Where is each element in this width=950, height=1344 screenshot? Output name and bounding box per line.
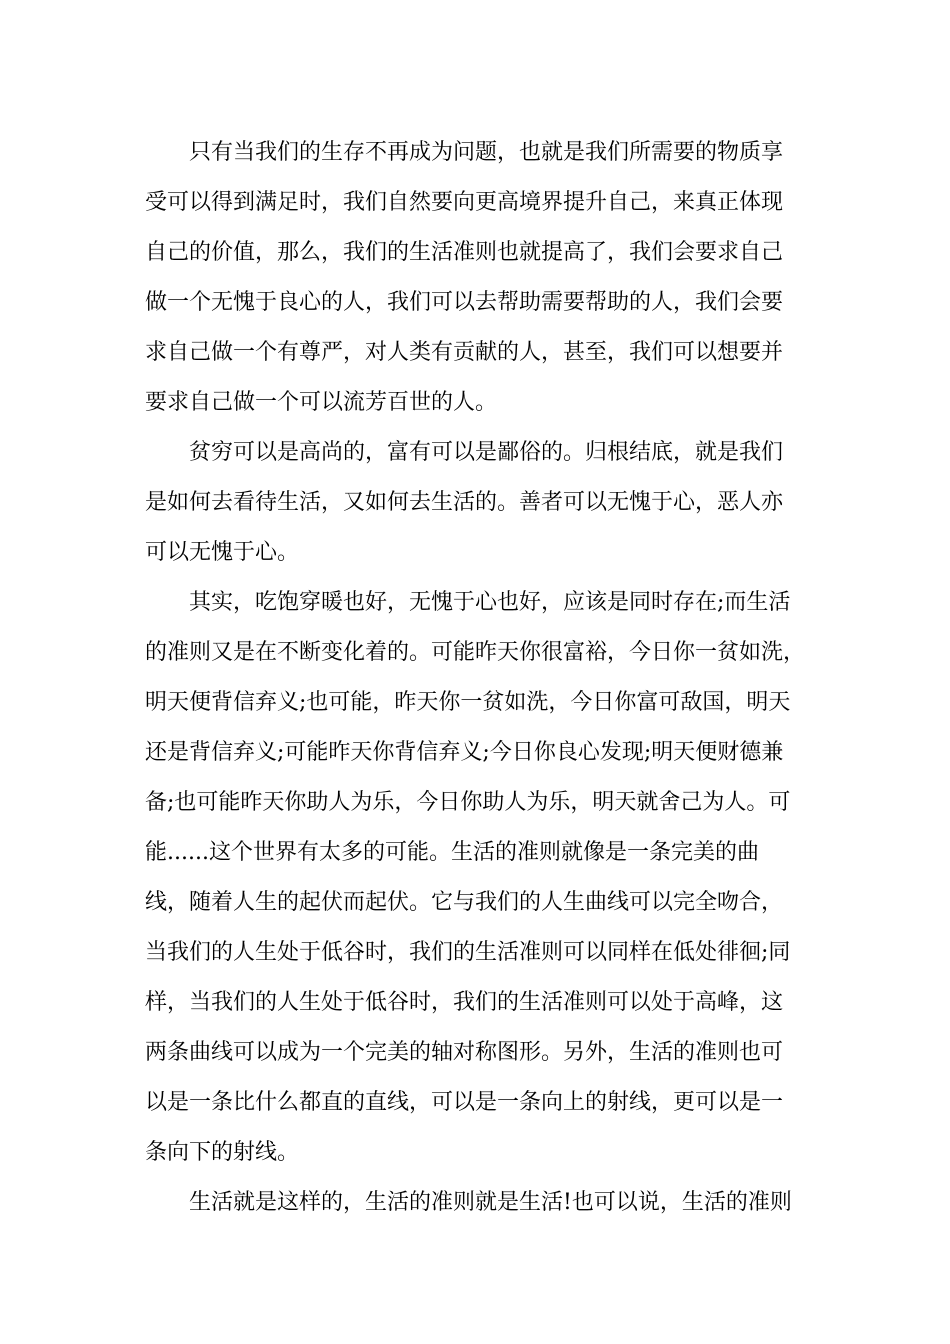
paragraph-1 [145, 128, 825, 428]
paragraph-line: 两条曲线可以成为一个完美的轴对称图形。另外，生活的准则也可 [145, 1040, 784, 1065]
paragraph-line: 条向下的射线。 [145, 1140, 300, 1165]
paragraph-2 [145, 428, 825, 578]
paragraph-line: 线，随着人生的起伏而起伏。它与我们的人生曲线可以完全吻合， [145, 890, 784, 915]
paragraph-line: 做一个无愧于良心的人，我们可以去帮助需要帮助的人，我们会要 [145, 290, 784, 315]
paragraph-line: 是如何去看待生活，又如何去生活的。善者可以无愧于心，恶人亦 [145, 490, 784, 515]
paragraph-line: 还是背信弃义;可能昨天你背信弃义;今日你良心发现;明天便财德兼 [145, 740, 784, 765]
paragraph-line: 样，当我们的人生处于低谷时，我们的生活准则可以处于高峰，这 [145, 990, 784, 1015]
paragraph-line: 的准则又是在不断变化着的。可能昨天你很富裕，今日你一贫如洗， [145, 640, 806, 665]
paragraph-line: 明天便背信弃义;也可能，昨天你一贫如洗，今日你富可敌国，明天 [145, 690, 791, 715]
paragraph-line: 能......这个世界有太多的可能。生活的准则就像是一条完美的曲 [145, 840, 759, 865]
paragraph-line: 只有当我们的生存不再成为问题，也就是我们所需要的物质享 [189, 140, 784, 165]
paragraph-line: 贫穷可以是高尚的，富有可以是鄙俗的。归根结底，就是我们 [189, 440, 784, 465]
paragraph-line: 以是一条比什么都直的直线，可以是一条向上的射线，更可以是一 [145, 1090, 784, 1115]
paragraph-3 [145, 578, 825, 1178]
paragraph-line: 可以无愧于心。 [145, 540, 300, 565]
paragraph-line: 其实，吃饱穿暖也好，无愧于心也好，应该是同时存在;而生活 [189, 590, 791, 615]
paragraph-line: 备;也可能昨天你助人为乐，今日你助人为乐，明天就舍己为人。可 [145, 790, 791, 815]
paragraph-4 [145, 1178, 825, 1228]
paragraph-line: 当我们的人生处于低谷时，我们的生活准则可以同样在低处徘徊;同 [145, 940, 791, 965]
document-body [145, 128, 825, 1228]
paragraph-line: 要求自己做一个可以流芳百世的人。 [145, 390, 498, 415]
paragraph-line: 生活就是这样的，生活的准则就是生活!也可以说，生活的准则 [189, 1190, 792, 1215]
paragraph-line: 受可以得到满足时，我们自然要向更高境界提升自己，来真正体现 [145, 190, 784, 215]
paragraph-line: 自己的价值，那么，我们的生活准则也就提高了，我们会要求自己 [145, 240, 784, 265]
paragraph-line: 求自己做一个有尊严，对人类有贡献的人，甚至，我们可以想要并 [145, 340, 784, 365]
